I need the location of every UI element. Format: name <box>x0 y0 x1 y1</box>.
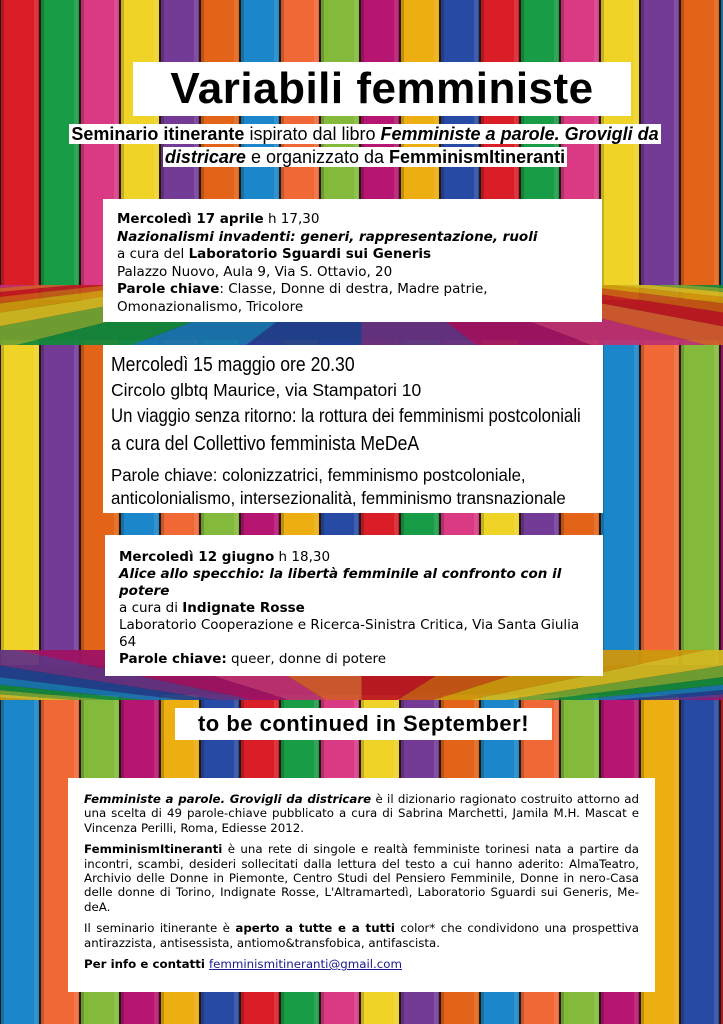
contact-email-link[interactable]: femminismitineranti@gmail.com <box>209 957 402 972</box>
event-curator: a cura del Collettivo femminista MeDeA <box>111 433 420 455</box>
event-venue: Circolo glbtq Maurice, via Stampatori 10 <box>111 380 422 400</box>
event-venue: Laboratorio Cooperazione e Ricerca-Sinistra Critica, Via Santa Giulia 64 <box>119 617 580 650</box>
subtitle: Seminario itinerante ispirato dal libro Femministe a parole. Grovigli da districare e organizzato da FemminismItineranti <box>71 124 659 167</box>
subtitle-seminar: Seminario itinerante <box>71 124 245 144</box>
event-date: 17 aprile <box>196 211 264 227</box>
event-card-may <box>103 345 603 513</box>
book-title: Femministe a parole. Grovigli da districare <box>84 792 372 806</box>
event-keywords: : Classe, Donne di destra, Madre patrie, Omonazionalismo, Tricolore <box>117 281 488 315</box>
info-box: Femministe a parole. Grovigli da districare è il dizionario ragionato costruito attorno ad una scelta di 49 parole-chiave pubblicato a cura di Sabrina Marchetti, Jamila M.H. Mascat e Vincenza Perilli, Roma, Ediesse 2012. FemminismItineranti è una rete di singole e realtà femministe torinesi nata a partire da incontri, scambi, desideri sollecitati dalla lettura del testo a cui hanno aderito: AlmaTeatro, Archivio delle Donne in Piemonte, Centro Studi del Pensiero Femminile, Donne in nero-Casa delle donne di Torino, Indignate Rosse, L'Altramartedì, Laboratorio Sguardi sui Generis, Me-deA. Il seminario itinerante è aperto a tutte e a tutti color* che condividono una prospettiva antirazzista, antisessista, antiomo&transfobica, antifascista. Per info e contatti femminismitineranti@gmail.com <box>68 778 655 992</box>
event-keywords: queer, donne di potere <box>226 651 387 667</box>
contact-label: Per info e contatti <box>84 957 209 972</box>
event-keywords-2: anticolonialismo, intersezionalità, femminismo transnazionale <box>111 488 566 508</box>
event-curator: Laboratorio Sguardi sui Generis <box>188 246 432 262</box>
book-title: Femministe a parole. Grovigli da districare <box>164 124 659 167</box>
event-keywords-1: Parole chiave: colonizzatrici, femminismo postcoloniale, <box>111 465 526 485</box>
event-date-line: Mercoledì 15 maggio ore 20.30 <box>111 354 355 376</box>
poster-title: Variabili femministe <box>170 64 594 113</box>
event-title: Un viaggio senza ritorno: la rottura dei femminismi postcoloniali <box>111 405 581 427</box>
continued-text: to be continued in September! <box>197 711 530 736</box>
event-date: Mercoledì 12 giugno <box>119 549 275 565</box>
event-curator: Indignate Rosse <box>182 600 305 616</box>
network-name: FemminismItineranti <box>84 842 223 857</box>
title-box <box>133 62 631 116</box>
organizer: FemminismItineranti <box>389 147 566 167</box>
event-venue: Palazzo Nuovo, Aula 9, Via S. Ottavio, 20 <box>117 263 393 280</box>
event-title: Alice allo specchio: la libertà femminile al confronto con il potere <box>119 566 562 599</box>
event-card-june: Mercoledì 12 giugno h 18,30 Alice allo specchio: la libertà femminile al confronto con il potere a cura di Indignate Rosse Laboratorio Cooperazione e Ricerca-Sinistra Critica, Via Santa Giulia 64 Parole chiave: queer, donne di potere <box>105 535 603 676</box>
event-card-april: Mercoledì 17 aprile h 17,30 Nazionalismi invadenti: generi, rappresentazione, ruoli a cura del Laboratorio Sguardi sui Generis Palazzo Nuovo, Aula 9, Via S. Ottavio, 20 Parole chiave: Classe, Donne di destra, Madre patrie, Omonazionalismo, Tricolore <box>103 199 602 322</box>
event-title: Nazionalismi invadenti: generi, rappresentazione, ruoli <box>117 228 538 245</box>
continued-banner <box>175 708 552 740</box>
